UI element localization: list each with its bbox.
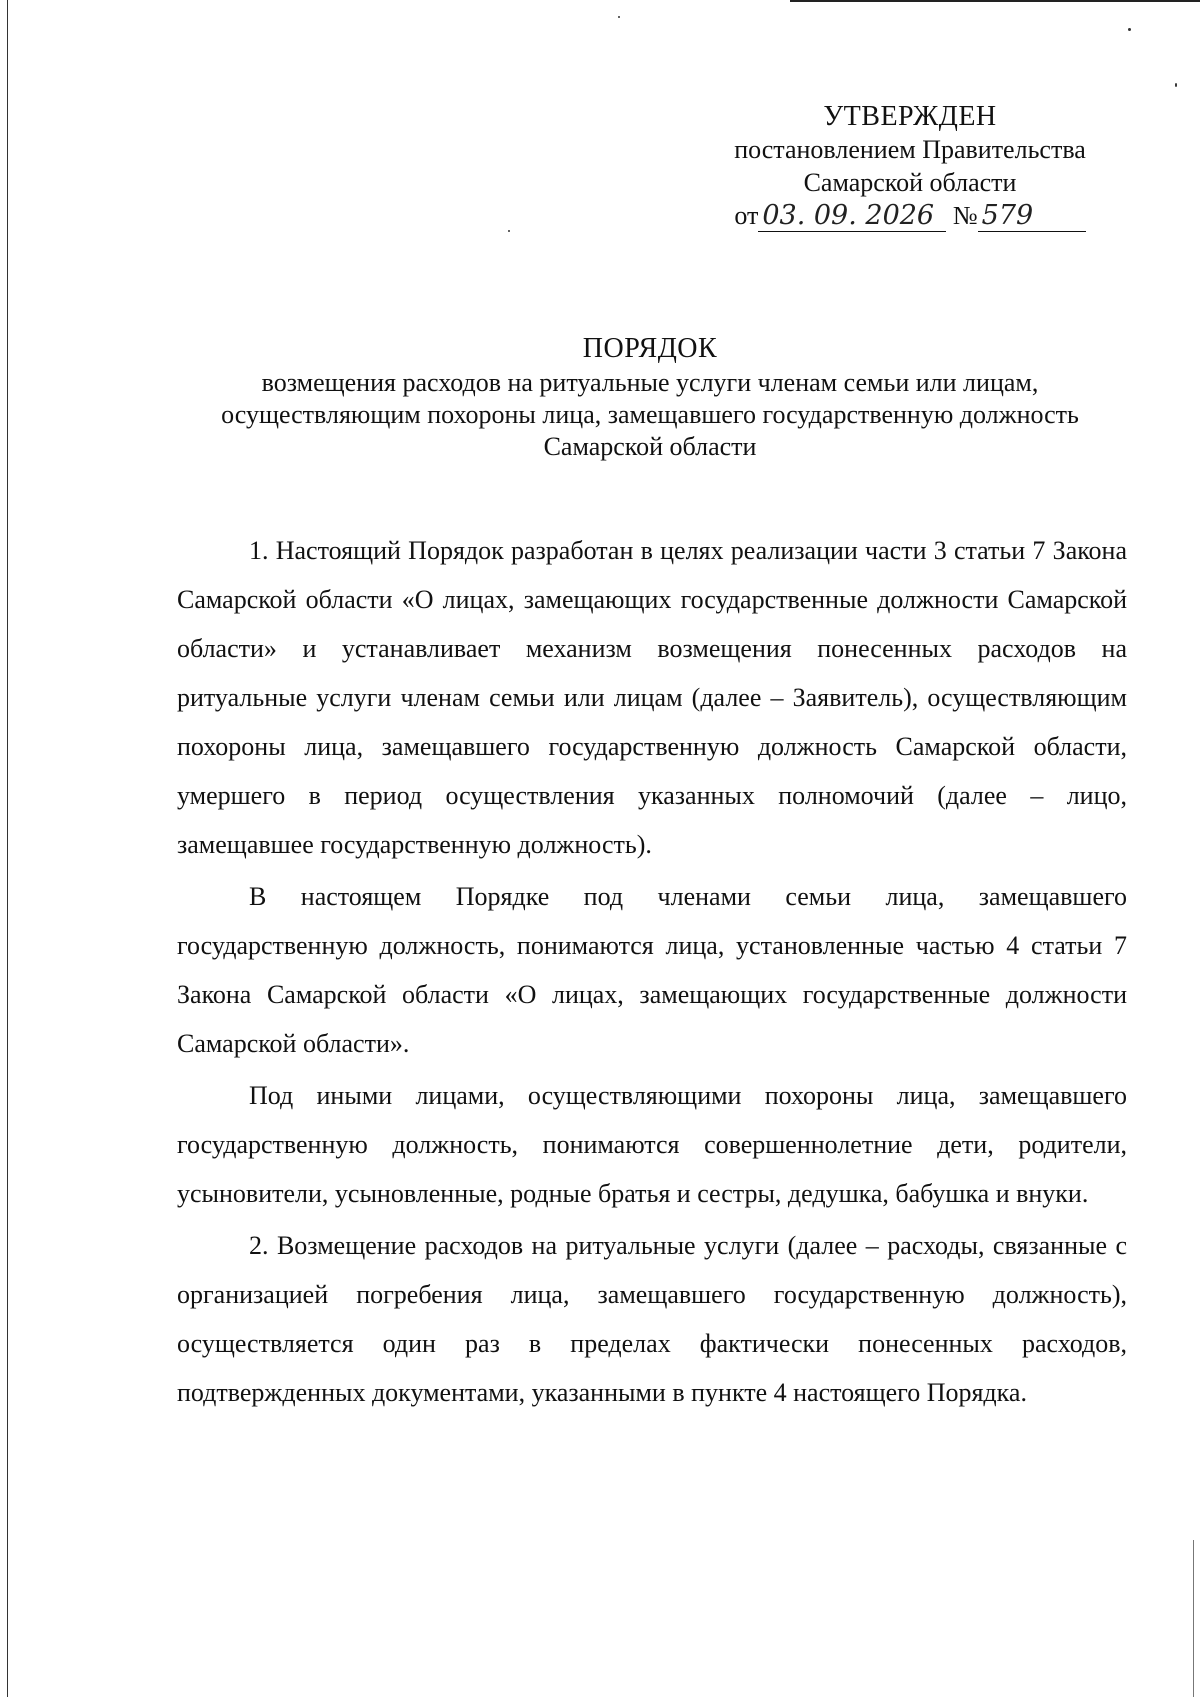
paragraph-3: Под иными лицами, осуществляющими похороны лица, замещавшего государственную должность, понимаются совершеннолетние дети, родители, усыновители, усыновленные, родные братья и сестры, дедушка, бабушка и внуки. <box>177 1081 1127 1208</box>
handwritten-number: 579 <box>978 201 1086 232</box>
document-subtitle <box>150 367 1150 463</box>
scan-edge-right <box>1193 1540 1194 1697</box>
document-title: ПОРЯДОК <box>582 333 718 364</box>
number-prefix: № <box>952 201 978 230</box>
paragraph-4: 2. Возмещение расходов на ритуальные услуги (далее – расходы, связанные с организацией погребения лица, замещавшего государственную должность), осуществляется один раз в пределах фактически понесенных расходов, подтвержденных документами, указанными в пункте 4 настоящего Порядка. <box>177 1231 1127 1407</box>
approval-line-2: Самарской области <box>803 168 1017 197</box>
subtitle-line: возмещения расходов на ритуальные услуги членам семьи или лицам, <box>261 368 1039 397</box>
document-body <box>177 526 1127 1417</box>
scan-speck <box>1175 83 1177 87</box>
paragraph-2: В настоящем Порядке под членами семьи лица, замещавшего государственную должность, понимаются лица, установленные частью 4 статьи 7 Закона Самарской области «О лицах, замещающих государственные должности Самарской области». <box>177 882 1127 1058</box>
scan-speck <box>618 16 620 18</box>
scan-edge-left <box>7 0 8 1697</box>
handwritten-date: 03. 09. 2026 <box>758 201 946 232</box>
subtitle-line: Самарской области <box>543 432 757 461</box>
paragraph-1: 1. Настоящий Порядок разработан в целях реализации части 3 статьи 7 Закона Самарской области «О лицах, замещающих государственные должности Самарской области» и устанавливает механизм возмещения понесенных расходов на ритуальные услуги членам семьи или лицам (далее – Заявитель), осуществляющим похороны лица, замещавшего государственную должность Самарской области, умершего в период осуществления указанных полномочий (далее – лицо, замещавшее государственную должность). <box>177 536 1127 859</box>
date-prefix: от <box>734 201 759 230</box>
scan-edge-top <box>790 0 1200 2</box>
subtitle-line: осуществляющим похороны лица, замещавшего государственную должность <box>221 400 1079 429</box>
approval-title: УТВЕРЖДЕН <box>823 101 997 132</box>
scan-speck <box>1128 28 1131 31</box>
approval-block <box>690 100 1130 232</box>
approval-line-1: постановлением Правительства <box>734 135 1086 164</box>
scan-speck <box>508 230 510 232</box>
approval-date-line <box>734 199 1085 232</box>
